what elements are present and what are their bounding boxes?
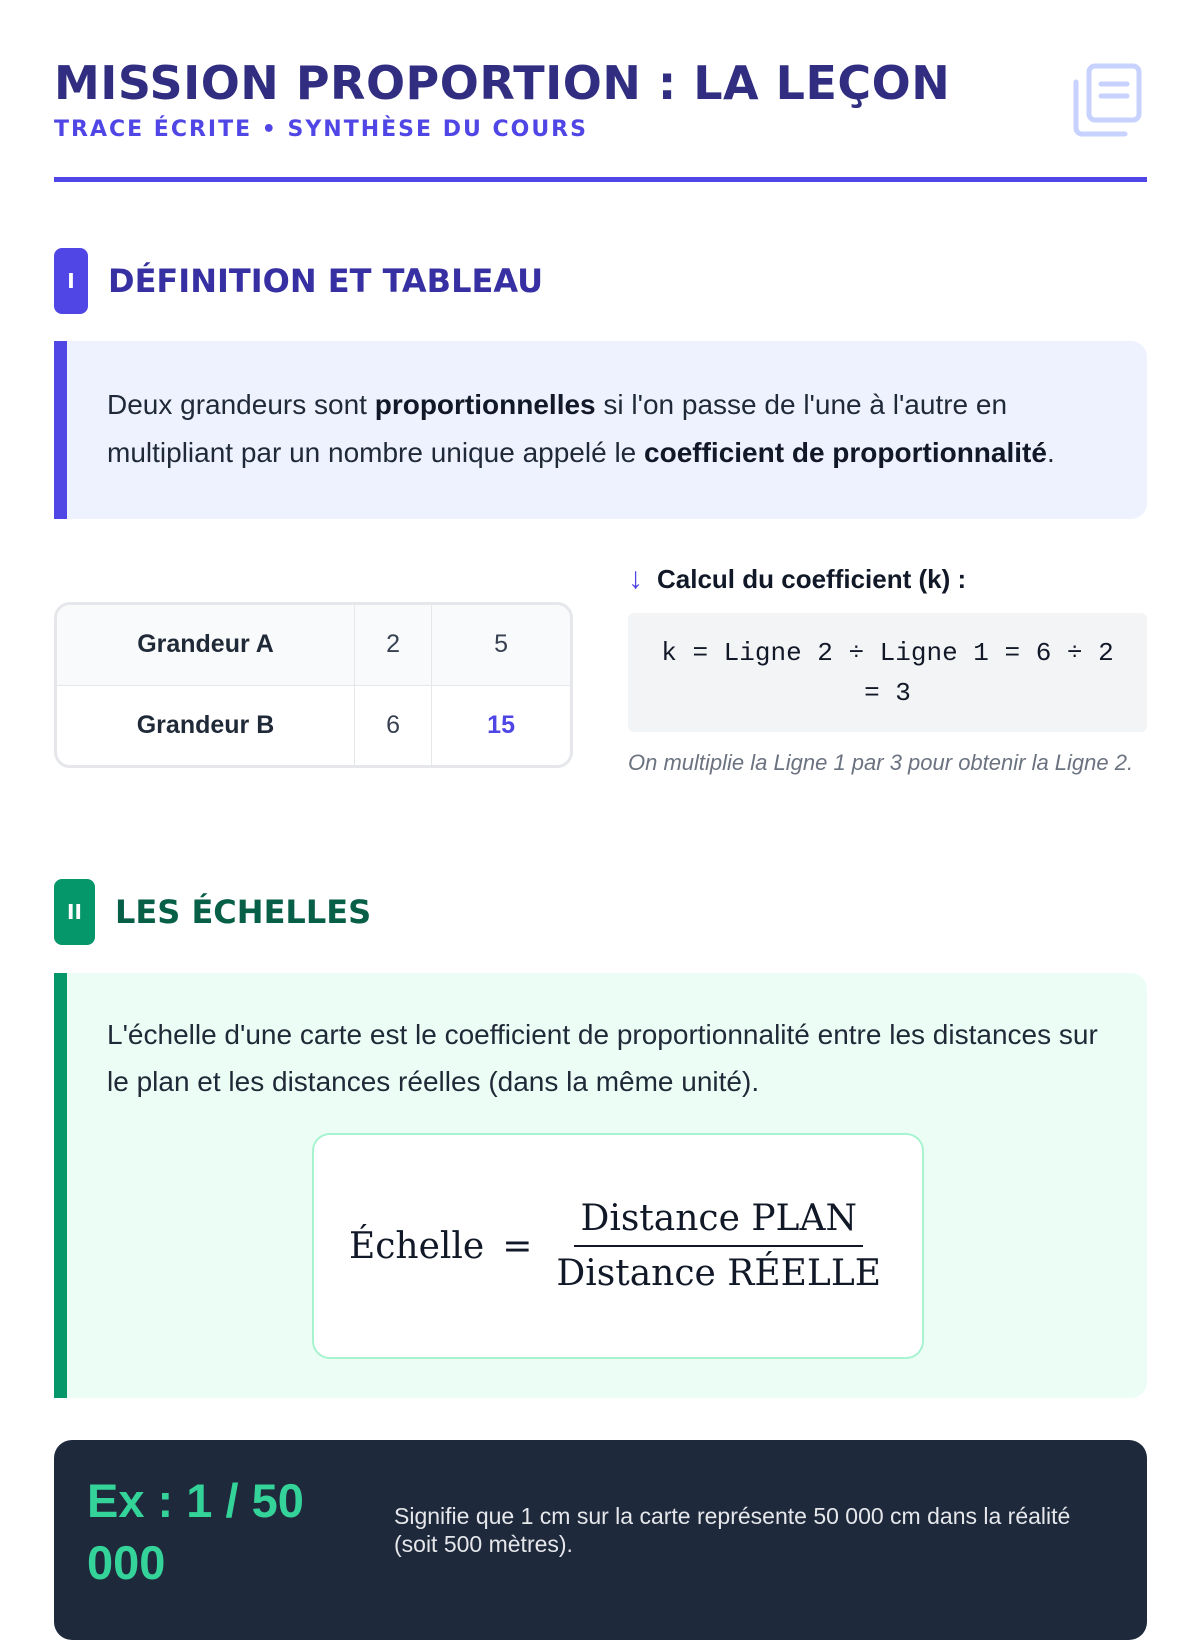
section-definition-header bbox=[54, 248, 543, 314]
scale-formula bbox=[312, 1133, 924, 1359]
coefficient-label-text: Calcul du coefficient (k) : bbox=[657, 563, 967, 594]
section-scales-header bbox=[54, 879, 371, 945]
row-label: Grandeur B bbox=[57, 685, 355, 765]
term-proportionnelles: proportionnelles bbox=[374, 389, 596, 420]
table-cell: 6 bbox=[355, 685, 432, 765]
example-value: Ex : 1 / 50 000 bbox=[87, 1474, 304, 1589]
formula-fraction bbox=[550, 1198, 887, 1294]
arrow-down-icon: ↓ bbox=[628, 562, 643, 595]
page-subtitle: TRACE ÉCRITE • SYNTHÈSE DU COURS bbox=[54, 117, 588, 142]
coefficient-label bbox=[628, 562, 966, 596]
section-number-badge: I bbox=[54, 248, 88, 314]
lesson-page bbox=[54, 0, 1147, 1589]
section-title: DÉFINITION ET TABLEAU bbox=[108, 262, 544, 300]
definition-callout bbox=[54, 341, 1147, 519]
scales-callout bbox=[54, 973, 1147, 1398]
scales-text: L'échelle d'une carte est le coefficient de proportionnalité entre les distances sur le plan et les distances réelles (dans la même unité). bbox=[107, 1019, 1098, 1097]
proportion-table bbox=[54, 602, 573, 768]
example-card bbox=[54, 1440, 1147, 1640]
page-title: MISSION PROPORTION : LA LEÇON bbox=[54, 56, 951, 110]
definition-text: Deux grandeurs sont proportionnelles si l'on passe de l'une à l'autre en multipliant par un nombre unique appelé le coefficient de proportionnalité. bbox=[107, 389, 1055, 468]
formula-equals: = bbox=[502, 1225, 533, 1267]
section-title: LES ÉCHELLES bbox=[115, 893, 372, 931]
coefficient-formula: k = Ligne 2 ÷ Ligne 1 = 6 ÷ 2 = 3 bbox=[628, 613, 1147, 732]
table-row bbox=[57, 605, 570, 685]
row-label: Grandeur A bbox=[57, 605, 355, 685]
formula-numerator: Distance PLAN bbox=[574, 1198, 863, 1247]
table-row bbox=[57, 685, 570, 765]
formula-lhs: Échelle bbox=[348, 1225, 485, 1267]
formula-denominator: Distance RÉELLE bbox=[556, 1253, 882, 1294]
layers-icon bbox=[1071, 62, 1143, 140]
table-cell: 5 bbox=[432, 605, 570, 685]
table-cell-highlight: 15 bbox=[432, 685, 570, 765]
section-number-badge: II bbox=[54, 879, 95, 945]
term-coefficient: coefficient de proportionnalité bbox=[644, 437, 1047, 468]
table-cell: 2 bbox=[355, 605, 432, 685]
example-text: Signifie que 1 cm sur la carte représente 50 000 cm dans la réalité (soit 500 mètres). bbox=[394, 1503, 1071, 1557]
coefficient-note: On multiplie la Ligne 1 par 3 pour obtenir la Ligne 2. bbox=[628, 750, 1134, 775]
page-header bbox=[54, 0, 1147, 182]
